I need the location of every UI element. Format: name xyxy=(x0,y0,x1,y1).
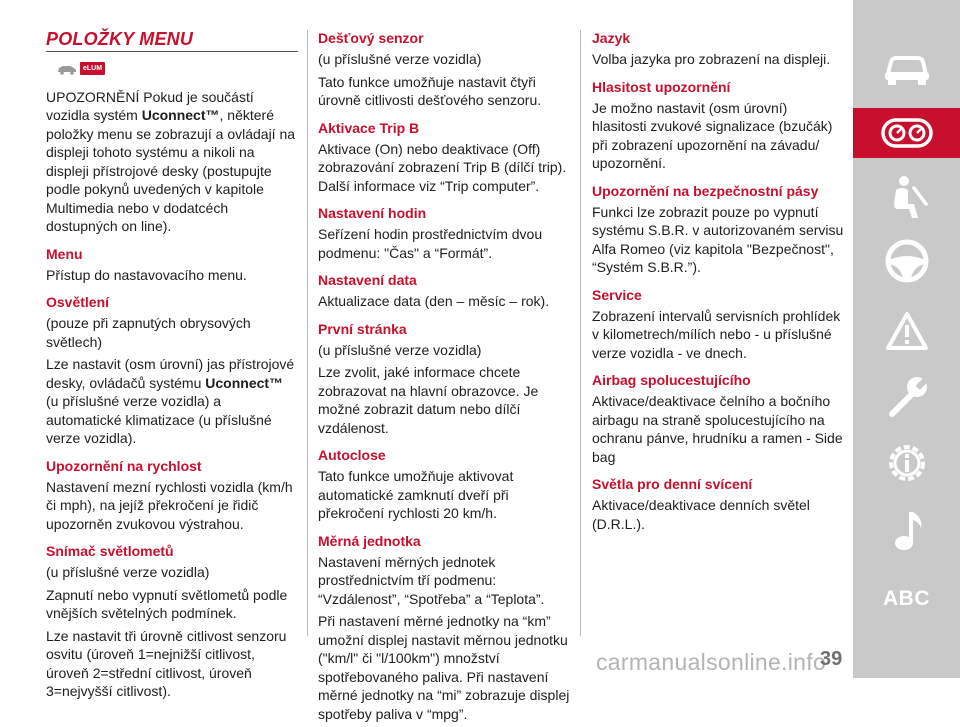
menu-heading: Menu xyxy=(46,245,83,262)
rychlost-text: Nastavení mezní rychlosti vozidla (km/h či mph), na jejíž překročení je řidič upozorněn zvukovou výstrahou. xyxy=(46,478,293,532)
index-label: ABC xyxy=(883,587,930,610)
sidebar-item-maintenance[interactable] xyxy=(853,438,960,488)
merna-text-1: Nastavení měrných jednotek prostřednictvím tří podmenu: “Vzdálenost”, “Spotřeba” a “Teplota”. xyxy=(318,553,545,607)
jazyk-text: Volba jazyka pro zobrazení na displeji. xyxy=(592,51,831,67)
jazyk-heading: Jazyk xyxy=(592,30,631,46)
merna-text-2: Při nastavení měrné jednotky na “km” umožní displej nastavit měrnou jednotku ("km/l" či "l/100km") množství spotřebovaného paliva. Při nastavení měrné jednotky na “mi” zobrazuje displej spotřeby paliva v “mpg”. xyxy=(318,613,570,722)
uconnect-badge: eLUM xyxy=(80,62,105,75)
wrench-icon xyxy=(884,374,930,420)
snimac-heading: Snímač světlometů xyxy=(46,543,174,559)
snimac-sub: (u příslušné verze vozidla) xyxy=(46,564,210,580)
osvetleni-heading: Osvětlení xyxy=(46,294,110,310)
sidebar-item-safety[interactable] xyxy=(853,172,960,222)
destovy-text: Tato funkce umožňuje nastavit čtyři úrovně citlivosti dešťového senzoru. xyxy=(318,73,542,108)
uconnect-label xyxy=(56,60,298,78)
airbag-text: Aktivace/deaktivace čelního a bočního airbagu na straně spolucestujícího na ochranu pánve, hrudníku a ramen - Side bag xyxy=(592,393,843,465)
sidebar-item-emergency[interactable] xyxy=(853,372,960,422)
column-divider xyxy=(307,30,308,636)
dashboard-icon xyxy=(881,118,933,148)
airbag-heading: Airbag spolucestujícího xyxy=(592,372,751,388)
snimac-text-1: Zapnutí nebo vypnutí světlometů podle vnějších světelných podmínek. xyxy=(46,586,288,621)
data-text: Aktualizace data (den – měsíc – rok). xyxy=(318,293,550,309)
autoclose-heading: Autoclose xyxy=(318,447,386,463)
car-icon xyxy=(56,63,78,75)
chapter-sidebar xyxy=(853,0,960,678)
column-divider xyxy=(580,30,581,636)
prvni-text: Lze zvolit, jaké informace chcete zobrazovat na hlavní obrazovce. Je možné zobrazit datum nebo dílčí vzdálenost. xyxy=(318,364,539,436)
tripb-text: Aktivace (On) nebo deaktivace (Off) zobrazování zobrazení Trip B (dílčí trip). Další informace viz “Trip computer”. xyxy=(318,140,567,194)
prvni-heading: První stránka xyxy=(318,320,407,337)
gear-info-icon xyxy=(884,440,930,486)
service-text: Zobrazení intervalů servisních prohlídek v kilometrech/mílích nebo - u příslušné verze vozidla - ve dnech. xyxy=(592,307,841,361)
autoclose-text: Tato funkce umožňuje aktivovat automatické zamknutí dveří při překročení rychlosti 20 km/h. xyxy=(318,468,514,521)
osvetleni-sub: (pouze při zapnutých obrysových světlech) xyxy=(46,315,251,350)
destovy-sub: (u příslušné verze vozidla) xyxy=(318,51,482,67)
column-3 xyxy=(592,30,844,537)
sidebar-item-warnings[interactable] xyxy=(853,306,960,356)
watermark: carmanualsonline.info xyxy=(596,649,827,675)
hodiny-heading: Nastavení hodin xyxy=(318,205,427,221)
page-number: 39 xyxy=(820,648,843,670)
svetla-text: Aktivace/deaktivace denních světel (D.R.L.). xyxy=(592,497,810,532)
hlasitost-text: Je možno nastavit (osm úrovní) hlasitosti zvukové signalizace (bzučák) při zobrazení upozornění na závadu/ upozornění. xyxy=(592,99,833,171)
rychlost-heading: Upozornění na rychlost xyxy=(46,457,202,474)
sidebar-item-car[interactable] xyxy=(853,44,960,94)
osvetleni-text: Lze nastavit (osm úrovní) jas přístrojové desky, ovládačů systému Uconnect™ (u příslušné verze vozidla) a automatické klimatizace (u příslušné verze vozidla). xyxy=(46,356,295,446)
svetla-heading: Světla pro denní svícení xyxy=(592,476,753,492)
hodiny-text: Seřízení hodin prostřednictvím dvou podmenu: "Čas" a “Formát”. xyxy=(318,226,543,261)
intro-paragraph: UPOZORNĚNÍ Pokud je součástí vozidla systém Uconnect™, některé položky menu se zobrazují a ovládají na displeji tohoto systému a nikoli na displeji přístrojové desky (postupujte podle pokynů uvedených v kapitole Multimedia nebo v dodatcéch dostupných on line). xyxy=(46,88,296,234)
bezpecnost-text: Funkci lze zobrazit pouze po vypnutí systému S.B.R. v autorizovaném servisu Alfa Romeo (viz kapitola "Bezpečnost", “Systém S.B.R.”). xyxy=(592,203,844,275)
data-heading: Nastavení data xyxy=(318,272,417,288)
car-icon xyxy=(882,52,932,86)
sidebar-item-multimedia[interactable] xyxy=(853,506,960,556)
hlasitost-heading: Hlasitost upozornění xyxy=(592,78,731,95)
sidebar-item-index[interactable] xyxy=(853,574,960,624)
warning-icon xyxy=(885,311,929,351)
music-note-icon xyxy=(887,508,927,554)
sidebar-item-driving[interactable] xyxy=(853,236,960,286)
bezpecnost-heading: Upozornění na bezpečnostní pásy xyxy=(592,182,819,199)
column-1 xyxy=(46,30,298,705)
service-heading: Service xyxy=(592,286,642,303)
steering-wheel-icon xyxy=(884,238,930,284)
sidebar-item-dashboard[interactable] xyxy=(853,108,960,158)
merna-heading: Měrná jednotka xyxy=(318,532,421,549)
seatbelt-icon xyxy=(884,174,930,220)
page-title: POLOŽKY MENU xyxy=(46,30,298,52)
menu-text: Přístup do nastavovacího menu. xyxy=(46,266,247,283)
destovy-heading: Dešťový senzor xyxy=(318,30,424,46)
tripb-heading: Aktivace Trip B xyxy=(318,119,420,136)
prvni-sub: (u příslušné verze vozidla) xyxy=(318,341,482,358)
column-2 xyxy=(318,30,570,727)
snimac-text-2: Lze nastavit tři úrovně citlivost senzoru osvitu (úroveň 1=nejnižší citlivost, úroveň 2=střední citlivost, úroveň 3=nejvyšší citlivost). xyxy=(46,627,287,699)
